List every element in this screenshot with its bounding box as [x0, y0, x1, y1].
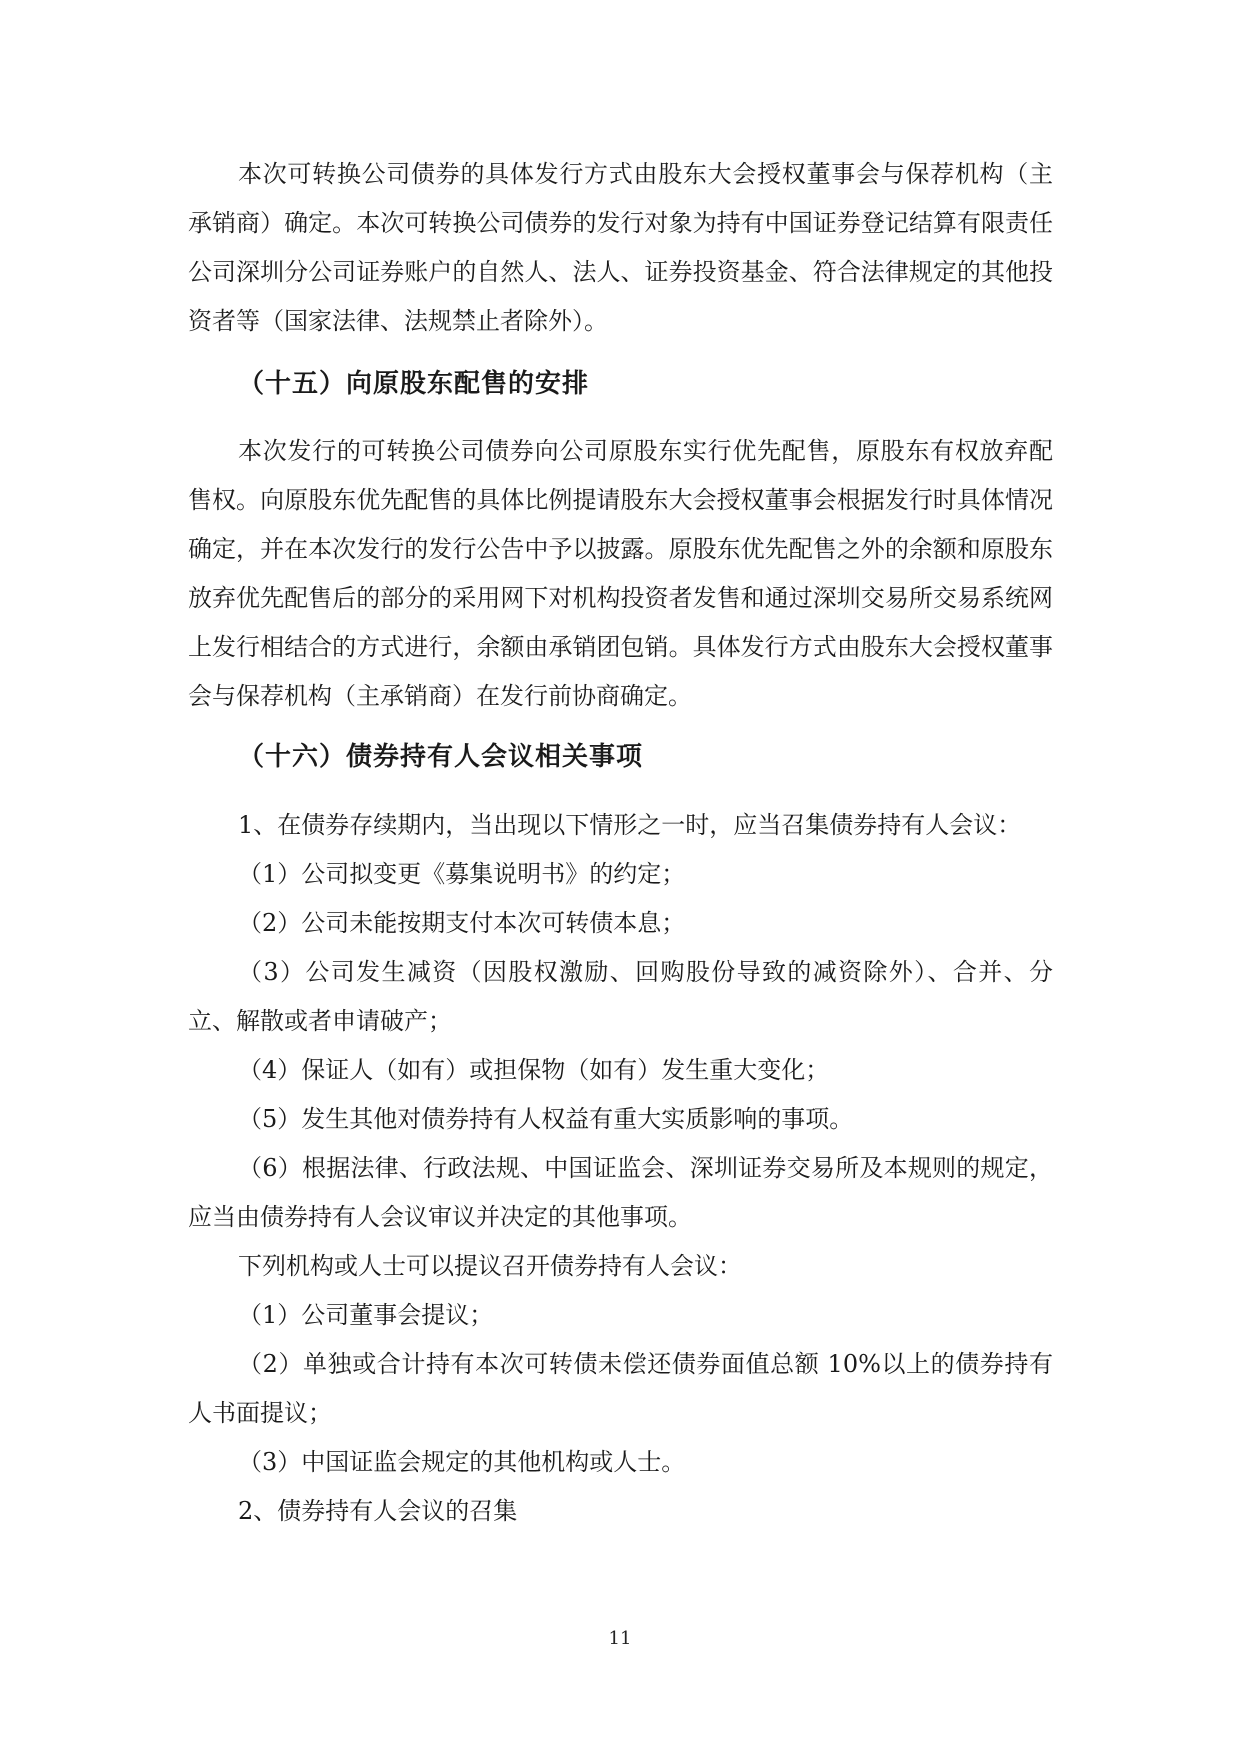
list-item: （1）公司董事会提议；: [238, 1301, 494, 1329]
section-15-paragraph: 本次发行的可转换公司债券向公司原股东实行优先配售，原股东有权放弃配售权。向原股东优先配售的具体比例提请股东大会授权董事会根据发行时具体情况确定，并在本次发行的发行公告中予以披露。原股东优先配售之外的余额和原股东放弃优先配售后的部分的采用网下对机构投资者发售和通过深圳交易所交易系统网上发行相结合的方式进行，余额由承销团包销。具体发行方式由股东大会授权董事会与保荐机构（主承销商）在发行前协商确定。: [188, 437, 1053, 710]
list-item: （2）单独或合计持有本次可转债未偿还债券面值总额 10%以上的债券持有人书面提议；: [188, 1350, 1053, 1427]
meeting-trigger-intro: 1、在债券存续期内，当出现以下情形之一时，应当召集债券持有人会议：: [238, 811, 1022, 839]
section-15-heading: （十五）向原股东配售的安排: [238, 369, 590, 399]
section-16-heading: （十六）债券持有人会议相关事项: [238, 742, 644, 772]
meeting-convening-heading: 2、债券持有人会议的召集: [238, 1497, 518, 1525]
list-item: （5）发生其他对债券持有人权益有重大实质影响的事项。: [238, 1105, 854, 1133]
list-item: （4）保证人（如有）或担保物（如有）发生重大变化；: [238, 1056, 830, 1084]
list-item: （2）公司未能按期支付本次可转债本息；: [238, 909, 686, 937]
proposers-intro: 下列机构或人士可以提议召开债券持有人会议：: [238, 1252, 742, 1280]
list-item: （3）公司发生减资（因股权激励、回购股份导致的减资除外）、合并、分立、解散或者申请破产；: [188, 958, 1053, 1035]
page-number: 11: [608, 1628, 632, 1649]
document-body: [188, 150, 1053, 1536]
list-item: （6）根据法律、行政法规、中国证监会、深圳证券交易所及本规则的规定，应当由债券持有人会议审议并决定的其他事项。: [188, 1154, 1053, 1231]
intro-paragraph: 本次可转换公司债券的具体发行方式由股东大会授权董事会与保荐机构（主承销商）确定。本次可转换公司债券的发行对象为持有中国证券登记结算有限责任公司深圳分公司证券账户的自然人、法人、证券投资基金、符合法律规定的其他投资者等（国家法律、法规禁止者除外）。: [188, 160, 1053, 335]
list-item: （3）中国证监会规定的其他机构或人士。: [238, 1448, 686, 1476]
list-item: （1）公司拟变更《募集说明书》的约定；: [238, 860, 686, 888]
